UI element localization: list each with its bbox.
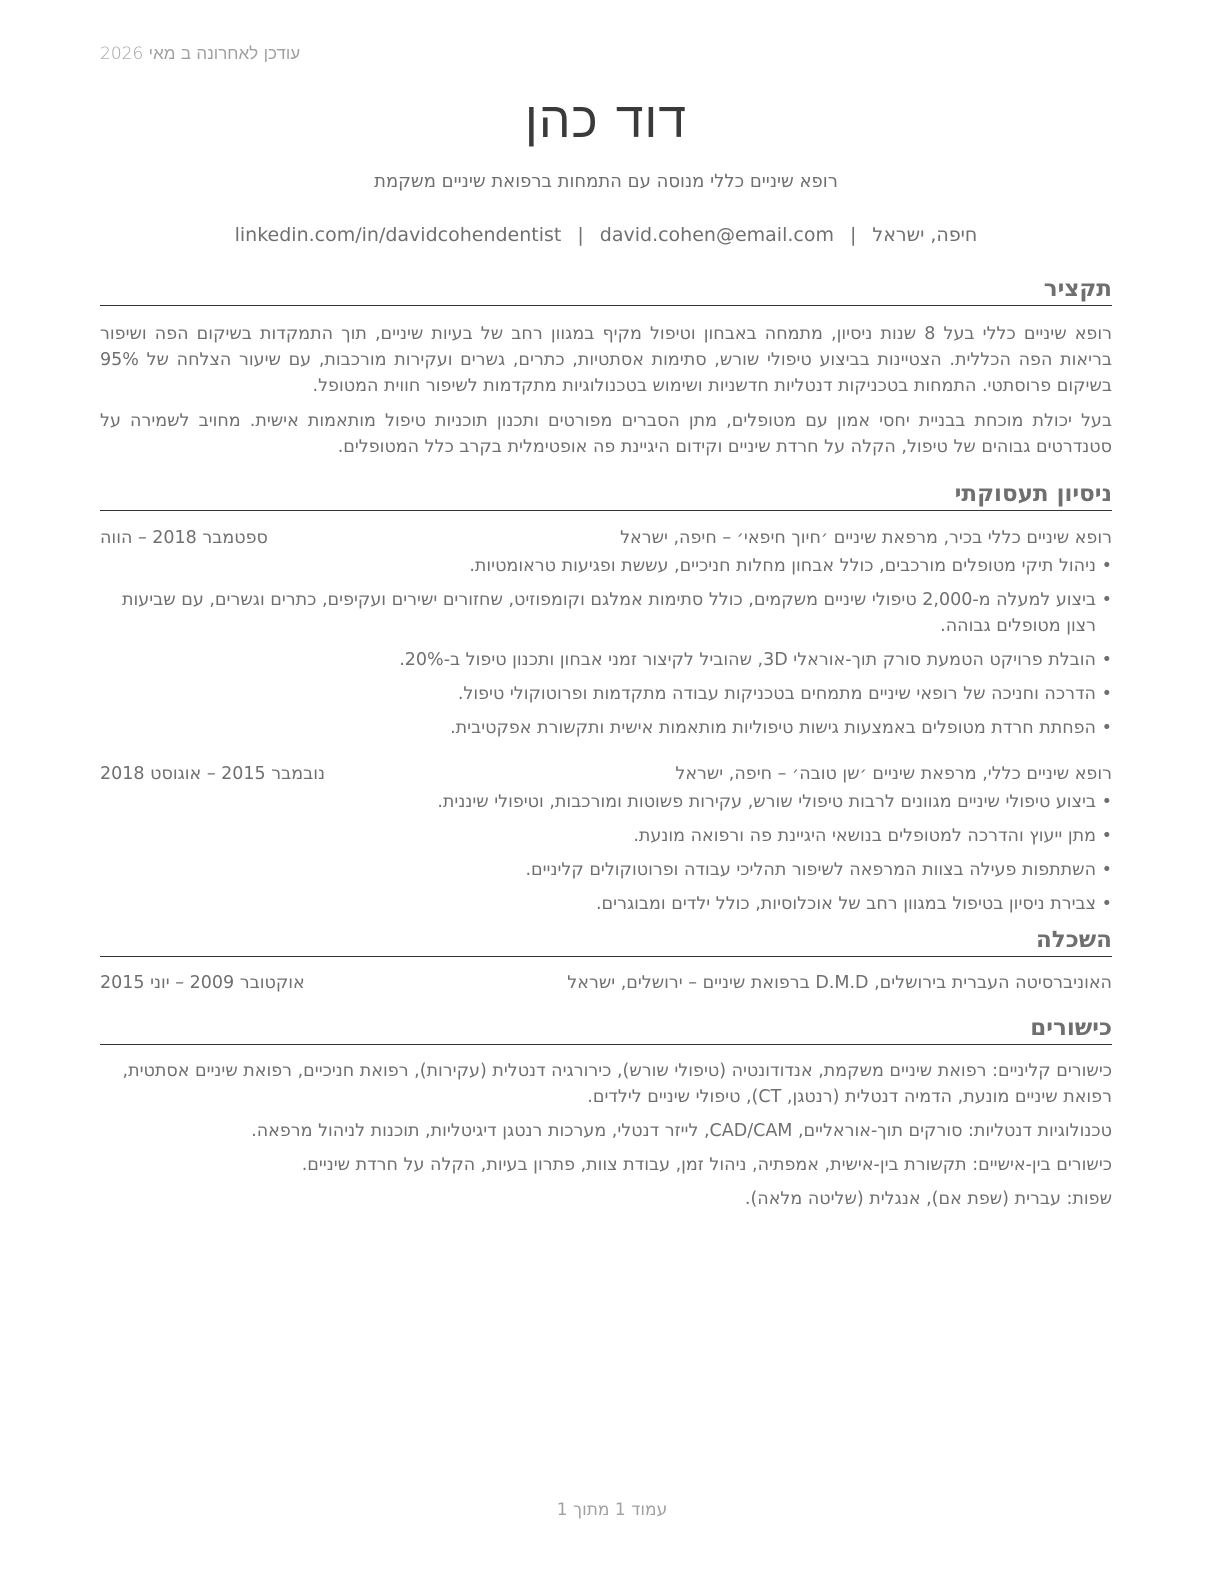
section-title-summary: תקציר: [100, 274, 1112, 306]
job-role: רופא שיניים כללי, מרפאת שיניים ׳שן טובה׳ – חיפה, ישראל: [675, 764, 1112, 784]
contact-separator: |: [577, 224, 584, 246]
list-item: • מתן ייעוץ והדרכה למטופלים בנושאי היגיינת פה ורפואה מונעת.: [100, 823, 1112, 849]
skills-list: [100, 1058, 1112, 1212]
resume-page: [100, 88, 1112, 1220]
skills-line: כישורים בין-אישיים: תקשורת בין-אישית, אמפתיה, ניהול זמן, עבודת צוות, פתרון בעיות, הקלה על חרדת שיניים.: [301, 1155, 1112, 1175]
section-title-skills: כישורים: [100, 1013, 1112, 1045]
list-item: • צבירת ניסיון בטיפול במגוון רחב של אוכלוסיות, כולל ילדים ומבוגרים.: [100, 891, 1112, 917]
list-item: • ביצוע טיפולי שיניים מגוונים לרבות טיפולי שורש, עקירות פשוטות ומורכבות, וטיפולי שיננית.: [100, 789, 1112, 815]
list-item: • הובלת פרויקט הטמעת סורק תוך-אוראלי 3D, שהוביל לקיצור זמני אבחון ותכנון טיפול ב-20%.: [100, 647, 1112, 673]
candidate-name: דוד כהן: [524, 91, 688, 149]
education-entry: [100, 970, 1112, 996]
education-dates: אוקטובר 2009 – יוני 2015: [100, 973, 305, 993]
skills-line: כישורים קליניים: רפואת שיניים משקמת, אנדודונטיה (טיפולי שורש), כירורגיה דנטלית (עקירות), רפואת חניכיים, רפואת שיניים אסתטית, רפואת שיניים מונעת, הדמיה דנטלית (רנטגן, CT), טיפולי שיניים לילדים.: [122, 1061, 1112, 1107]
list-item: • הפחתת חרדת מטופלים באמצעות גישות טיפוליות מותאמות אישית ותקשורת אפקטיבית.: [100, 715, 1112, 741]
contact-linkedin[interactable]: linkedin.com/in/davidcohendentist: [234, 224, 562, 246]
section-title-education: השכלה: [100, 925, 1112, 957]
job-bullets: [100, 553, 1112, 741]
list-item: • ביצוע למעלה מ-2,000 טיפולי שיניים משקמים, כולל סתימות אמלגם וקומפוזיט, שחזורים ישירים ועקיפים, כתרים וגשרים, עם שביעות רצון מטופלים גבוהה.: [100, 587, 1112, 639]
summary-paragraph: רופא שיניים כללי בעל 8 שנות ניסיון, מתמחה באבחון וטיפול מקיף במגוון רחב של בעיות שיניים, תוך התמקדות בשיקום הפה ושיפור בריאות הפה הכללית. הצטיינות בביצוע טיפולי שורש, סתימות אסתטיות, כתרים, גשרים ועקירות מורכבות, עם שיעור הצלחה של 95% בשיקום פרוסתטי. התמחות בטכניקות דנטליות חדשניות ושימוש בטכנולוגיות מתקדמות לשיפור חווית המטופל.: [100, 324, 1112, 396]
job-role: רופא שיניים כללי בכיר, מרפאת שיניים ׳חיוך חיפאי׳ – חיפה, ישראל: [620, 528, 1112, 548]
list-item: • השתתפות פעילה בצוות המרפאה לשיפור תהליכי עבודה ופרוטוקולים קליניים.: [100, 857, 1112, 883]
skills-line: שפות: עברית (שפת אם), אנגלית (שליטה מלאה).: [744, 1189, 1112, 1209]
skills-line: טכנולוגיות דנטליות: סורקים תוך-אוראליים, CAD/CAM, לייזר דנטלי, מערכות רנטגן דיגיטליות, תוכנות לניהול מרפאה.: [251, 1121, 1112, 1141]
summary-section: [100, 274, 1112, 460]
education-degree: האוניברסיטה העברית בירושלים, D.M.D ברפואת שיניים – ירושלים, ישראל: [567, 973, 1112, 993]
job-header: [100, 761, 1112, 787]
contact-email[interactable]: david.cohen@email.com: [599, 224, 834, 246]
contact-line: [100, 222, 1112, 248]
job-bullets: [100, 789, 1112, 917]
experience-section: [100, 479, 1112, 917]
summary-paragraph: בעל יכולת מוכחת בבניית יחסי אמון עם מטופלים, מתן הסברים מפורטים ותכנון תוכניות טיפול מותאמות אישית. מחויב לשמירה על סטנדרטים גבוהים של טיפול, הקלה על חרדת שיניים וקידום היגיינת פה אופטימלית בקרב כלל המטופלים.: [100, 411, 1112, 457]
list-item: • ניהול תיקי מטופלים מורכבים, כולל אבחון מחלות חניכיים, עששת ופגיעות טראומטיות.: [100, 553, 1112, 579]
section-title-experience: ניסיון תעסוקתי: [100, 479, 1112, 511]
page-number: עמוד 1 מתוך 1: [556, 1500, 668, 1520]
job-entry: [100, 525, 1112, 741]
contact-location: חיפה, ישראל: [872, 224, 978, 246]
contact-separator: |: [849, 224, 857, 246]
candidate-subtitle: רופא שיניים כללי מנוסה עם התמחות ברפואת שיניים משקמת: [374, 171, 838, 192]
job-entry: [100, 761, 1112, 917]
list-item: • הדרכה וחניכה של רופאי שיניים מתמחים בטכניקות עבודה מתקדמות ופרוטוקולי טיפול.: [100, 681, 1112, 707]
job-dates: נובמבר 2015 – אוגוסט 2018: [100, 764, 326, 784]
education-section: [100, 925, 1112, 996]
job-header: [100, 525, 1112, 551]
last-updated-note: עודכן לאחרונה ב מאי 2026: [100, 44, 301, 64]
job-dates: ספטמבר 2018 – הווה: [100, 528, 268, 548]
skills-section: [100, 1013, 1112, 1212]
